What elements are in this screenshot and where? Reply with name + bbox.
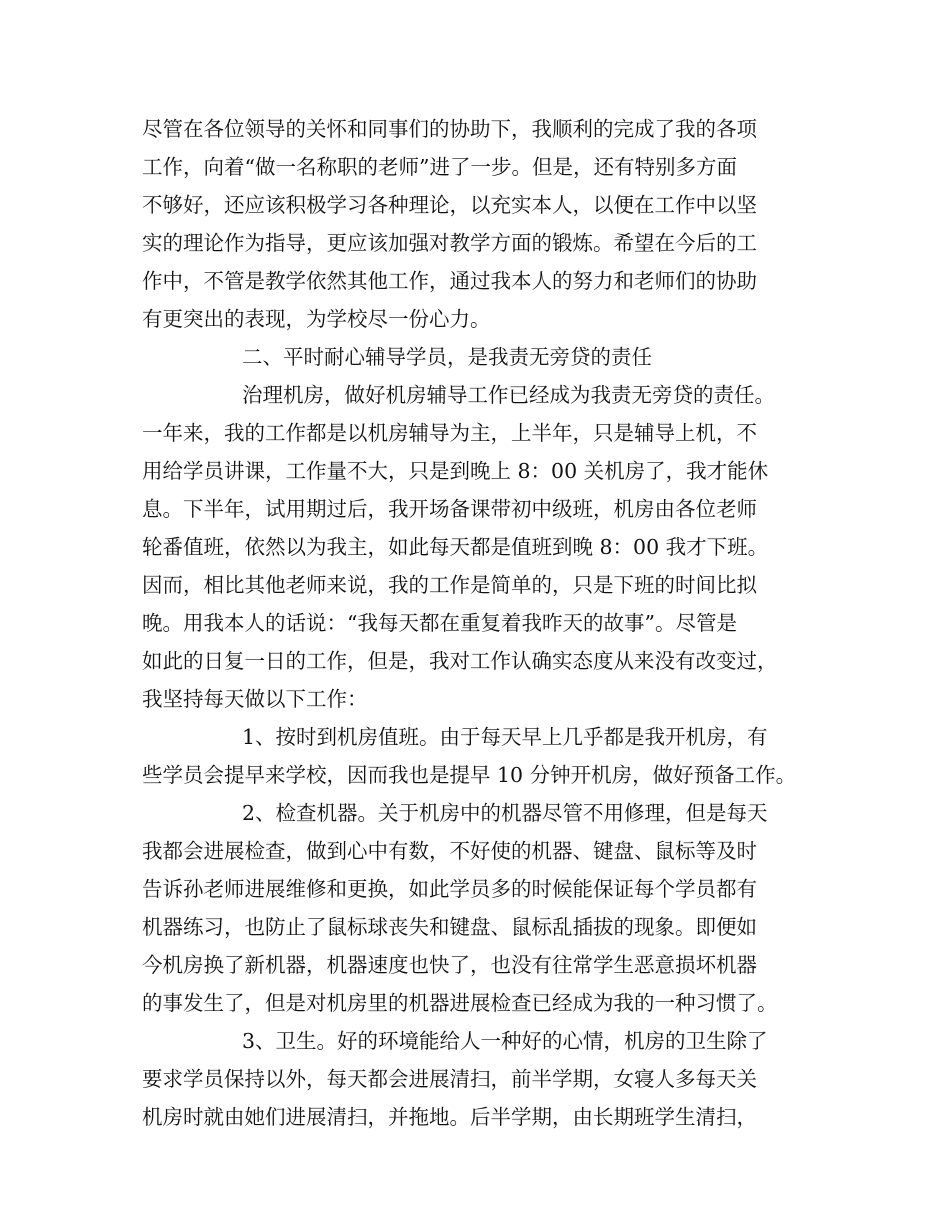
list-item: 2、检查机器。关于机房中的机器尽管不用修理，但是每天	[242, 801, 768, 825]
list-item: 3、卫生。好的环境能给人一种好的心情，机房的卫生除了	[242, 1029, 768, 1053]
text-line: 的事发生了，但是对机房里的机器进展检查已经成为我的一种习惯了。	[142, 991, 778, 1015]
text-line: 用给学员讲课，工作量不大，只是到晚上 8：00 关机房了，我才能休	[142, 459, 769, 483]
text-line: 我都会进展检查，做到心中有数，不好使的机器、键盘、鼠标等及时	[142, 839, 757, 863]
text-line: 一年来，我的工作都是以机房辅导为主，上半年，只是辅导上机，不	[142, 421, 757, 445]
text-line: 机房时就由她们进展清扫，并拖地。后半学期，由长期班学生清扫，	[142, 1105, 757, 1129]
text-line: 些学员会提早来学校，因而我也是提早 10 分钟开机房，做好预备工作。	[142, 763, 797, 787]
text-line: 实的理论作为指导，更应该加强对教学方面的锻炼。希望在今后的工	[142, 231, 757, 255]
text-line: 工作，向着“做一名称职的老师”进了一步。但是，还有特别多方面	[142, 155, 737, 179]
section-heading: 二、平时耐心辅导学员，是我责无旁贷的责任	[242, 345, 652, 369]
text-line: 我坚持每天做以下工作：	[142, 687, 368, 711]
text-line: 治理机房，做好机房辅导工作已经成为我责无旁贷的责任。	[242, 383, 775, 407]
text-line: 今机房换了新机器，机器速度也快了，也没有往常学生恶意损坏机器	[142, 953, 757, 977]
text-line: 晚。用我本人的话说：“我每天都在重复着我昨天的故事”。尽管是	[142, 611, 737, 635]
text-line: 机器练习，也防止了鼠标球丧失和键盘、鼠标乱插拔的现象。即便如	[142, 915, 757, 939]
text-line: 不够好，还应该积极学习各种理论，以充实本人，以便在工作中以坚	[142, 193, 757, 217]
list-item: 1、按时到机房值班。由于每天早上几乎都是我开机房，有	[242, 725, 768, 749]
text-line: 因而，相比其他老师来说，我的工作是简单的，只是下班的时间比拟	[142, 573, 757, 597]
text-line: 要求学员保持以外，每天都会进展清扫，前半学期，女寝人多每天关	[142, 1067, 757, 1091]
text-line: 轮番值班，依然以为我主，如此每天都是值班到晚 8：00 我才下班。	[142, 535, 769, 559]
text-line: 息。下半年，试用期过后，我开场备课带初中级班，机房由各位老师	[142, 497, 757, 521]
text-line: 告诉孙老师进展维修和更换，如此学员多的时候能保证每个学员都有	[142, 877, 757, 901]
text-line: 尽管在各位领导的关怀和同事们的协助下，我顺利的完成了我的各项	[142, 117, 757, 141]
text-line: 作中，不管是教学依然其他工作，通过我本人的努力和老师们的协助	[142, 269, 757, 293]
text-line: 有更突出的表现，为学校尽一份心力。	[142, 307, 491, 331]
text-line: 如此的日复一日的工作，但是，我对工作认确实态度从来没有改变过，	[142, 649, 778, 673]
